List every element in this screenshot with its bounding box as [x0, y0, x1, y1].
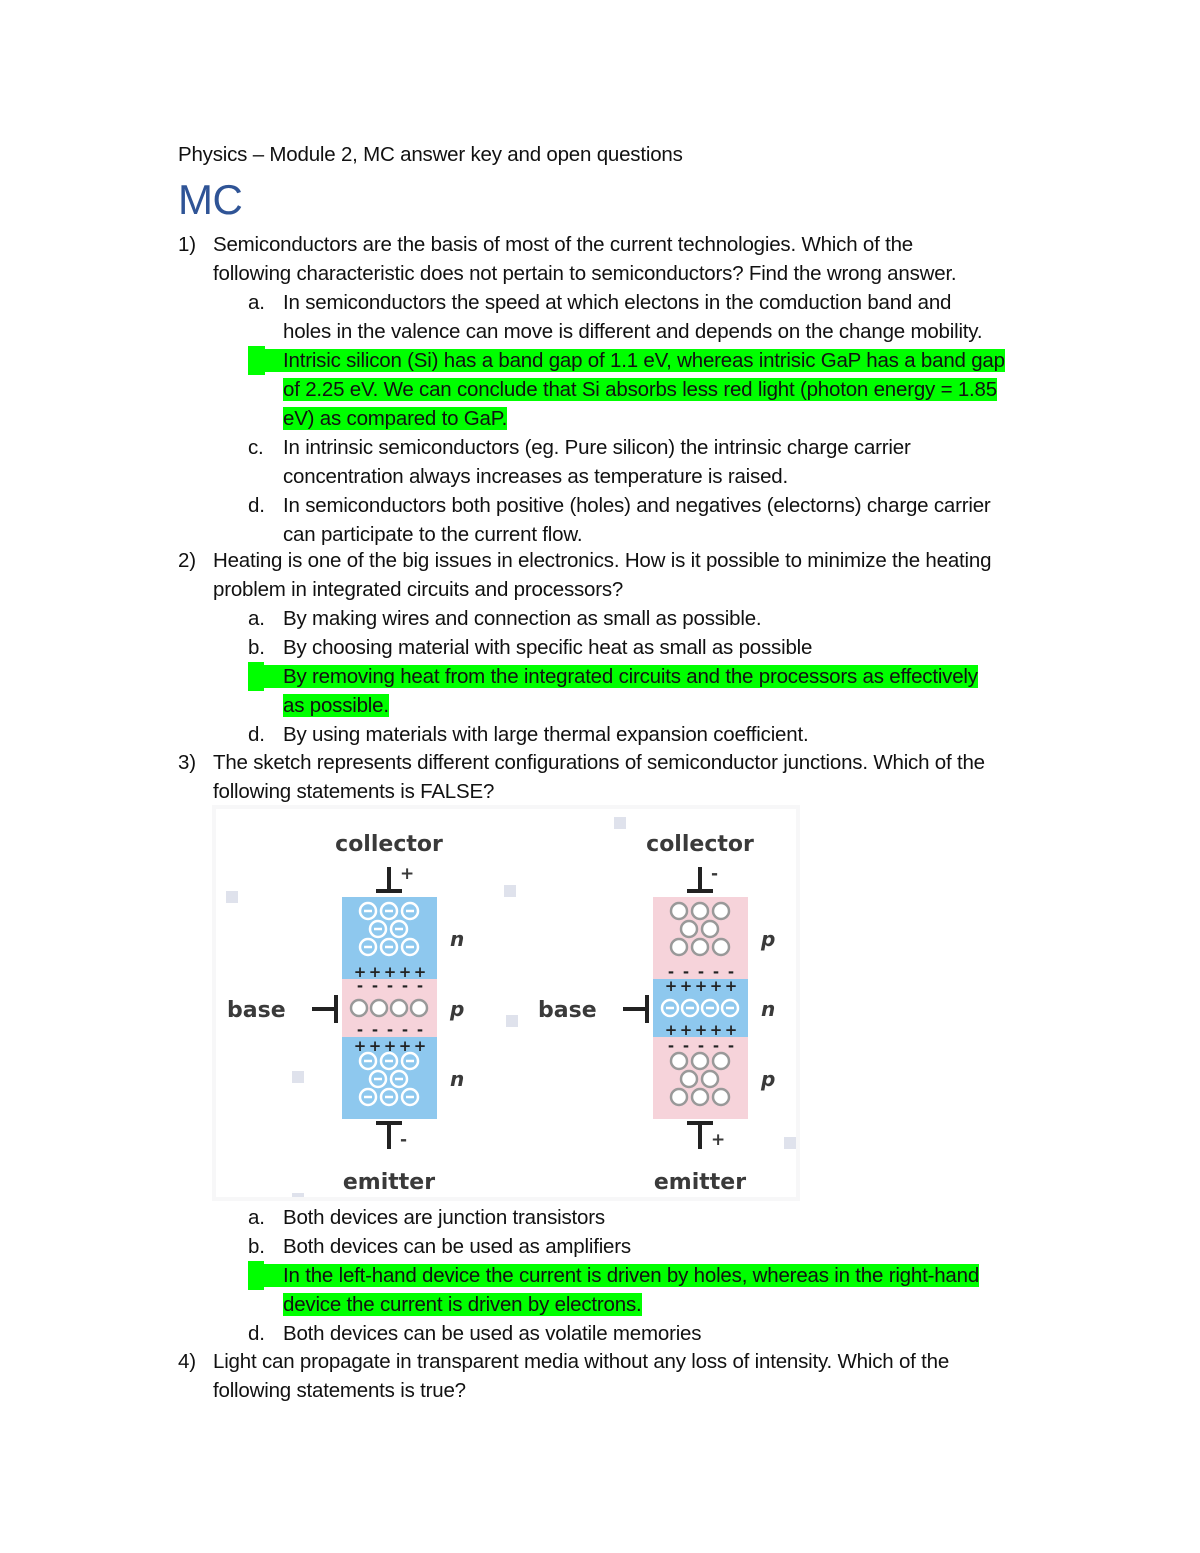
transistor-diagram [212, 805, 800, 1201]
depletion-charge: - [416, 977, 424, 995]
depletion-charge: + [709, 1021, 723, 1039]
option-text-line: Intrisic silicon (Si) has a band gap of 1.1 eV, whereas intrisic GaP has a band gap [248, 349, 1005, 372]
hole [702, 1071, 718, 1087]
option-label: a. [248, 291, 265, 314]
depletion-charge: - [727, 963, 735, 981]
depletion-charge: - [697, 963, 705, 981]
option-text-line: In semiconductors both positive (holes) and negatives (electorns) charge carrier [283, 494, 991, 517]
hole [713, 1053, 729, 1069]
emitter-polarity: + [711, 1130, 726, 1150]
hole [702, 921, 718, 937]
depletion-charge: - [682, 963, 690, 981]
depletion-charge: + [709, 977, 723, 995]
option-text-line: In semiconductors the speed at which electons in the comduction band and [283, 291, 952, 314]
option-text-line: concentration always increases as temperature is raised. [283, 465, 788, 488]
region-label-n: n [450, 927, 465, 951]
question-text-line: following characteristic does not pertain to semiconductors? Find the wrong answer. [213, 262, 957, 285]
question-text-line: The sketch represents different configurations of semiconductor junctions. Which of the [213, 751, 985, 774]
depletion-charge: - [667, 1037, 675, 1055]
option-text-line: of 2.25 eV. We can conclude that Si absorbs less red light (photon energy = 1.85 [283, 378, 997, 401]
hole [713, 903, 729, 919]
option-label: a. [248, 1206, 265, 1229]
collector-polarity: + [400, 864, 415, 884]
depletion-charge: + [664, 977, 678, 995]
hole [692, 1089, 708, 1105]
watermark-speck [226, 891, 238, 903]
option-text-line: Both devices can be used as volatile memories [283, 1322, 702, 1345]
option-text-line: eV) as compared to GaP. [283, 407, 508, 430]
transistor-svg [216, 809, 796, 1197]
watermark-speck [506, 1015, 518, 1027]
depletion-charge: + [353, 963, 367, 981]
depletion-charge: - [386, 1021, 394, 1039]
option-label: b. [248, 636, 265, 659]
depletion-charge: + [664, 1021, 678, 1039]
region-label-p: p [761, 927, 776, 951]
region-label-n: n [761, 997, 776, 1021]
question-number: 2) [178, 549, 196, 572]
option-text-line: In intrinsic semiconductors (eg. Pure silicon) the intrinsic charge carrier [283, 436, 911, 459]
depletion-charge: - [401, 977, 409, 995]
question-text-line: Heating is one of the big issues in electronics. How is it possible to minimize the heating [213, 549, 992, 572]
option-text-line: In the left-hand device the current is driven by holes, whereas in the right-hand [248, 1264, 979, 1287]
option-label: d. [248, 1322, 265, 1345]
depletion-charge: - [727, 1037, 735, 1055]
page-title: Physics – Module 2, MC answer key and open questions [178, 143, 683, 166]
hole [671, 1089, 687, 1105]
depletion-charge: + [679, 977, 693, 995]
option-text-line: By choosing material with specific heat as small as possible [283, 636, 813, 659]
option-text-line: device the current is driven by electrons. [283, 1293, 642, 1316]
option-label: c. [248, 436, 264, 459]
question-text-line: Light can propagate in transparent media without any loss of intensity. Which of the [213, 1350, 950, 1373]
depletion-charge: - [356, 977, 364, 995]
depletion-charge: + [413, 963, 427, 981]
depletion-charge: - [667, 963, 675, 981]
depletion-charge: + [368, 963, 382, 981]
hole [371, 1000, 387, 1016]
option-text-line: as possible. [283, 694, 389, 717]
question-text-line: Semiconductors are the basis of most of the current technologies. Which of the [213, 233, 913, 256]
depletion-charge: + [353, 1037, 367, 1055]
depletion-charge: - [682, 1037, 690, 1055]
question-number: 3) [178, 751, 196, 774]
watermark-speck [292, 1193, 304, 1197]
depletion-charge: - [712, 963, 720, 981]
depletion-charge: + [724, 1021, 738, 1039]
depletion-charge: + [413, 1037, 427, 1055]
question-text-line: following statements is FALSE? [213, 780, 495, 803]
depletion-charge: - [416, 1021, 424, 1039]
depletion-charge: - [386, 977, 394, 995]
hole [692, 903, 708, 919]
depletion-charge: - [371, 977, 379, 995]
option-text-line: By removing heat from the integrated circuits and the processors as effectively [248, 665, 978, 688]
hole [692, 939, 708, 955]
depletion-charge: - [697, 1037, 705, 1055]
watermark-speck [784, 1137, 796, 1149]
hole [351, 1000, 367, 1016]
watermark-speck [292, 1071, 304, 1083]
question-number: 1) [178, 233, 196, 256]
option-label: a. [248, 607, 265, 630]
option-text-line: By making wires and connection as small as possible. [283, 607, 762, 630]
depletion-charge: + [383, 963, 397, 981]
option-label: d. [248, 723, 265, 746]
hole [713, 1089, 729, 1105]
hole [671, 939, 687, 955]
depletion-charge: - [401, 1021, 409, 1039]
depletion-charge: - [712, 1037, 720, 1055]
hole [411, 1000, 427, 1016]
region-label-p: p [450, 997, 465, 1021]
option-label: d. [248, 494, 265, 517]
question-text-line: following statements is true? [213, 1379, 466, 1402]
depletion-charge: + [694, 1021, 708, 1039]
base-label: base [538, 998, 597, 1023]
option-text-line: Both devices are junction transistors [283, 1206, 605, 1229]
collector-polarity: - [711, 864, 719, 884]
hole [681, 921, 697, 937]
collector-label: collector [335, 832, 443, 857]
option-label: b. [248, 1235, 265, 1258]
watermark-speck [614, 817, 626, 829]
depletion-charge: + [694, 977, 708, 995]
depletion-charge: + [383, 1037, 397, 1055]
hole [671, 1053, 687, 1069]
question-text-line: problem in integrated circuits and processors? [213, 578, 624, 601]
option-text-line: By using materials with large thermal expansion coefficient. [283, 723, 809, 746]
hole [713, 939, 729, 955]
option-text-line: can participate to the current flow. [283, 523, 583, 546]
emitter-label: emitter [653, 1170, 747, 1195]
region-label-n: n [450, 1067, 465, 1091]
option-text-line: holes in the valence can move is different and depends on the change mobility. [283, 320, 983, 343]
hole [692, 1053, 708, 1069]
emitter-label: emitter [342, 1170, 436, 1195]
emitter-polarity: - [400, 1130, 408, 1150]
hole [681, 1071, 697, 1087]
question-number: 4) [178, 1350, 196, 1373]
depletion-charge: + [679, 1021, 693, 1039]
hole [391, 1000, 407, 1016]
depletion-charge: + [724, 977, 738, 995]
depletion-charge: + [398, 1037, 412, 1055]
depletion-charge: - [356, 1021, 364, 1039]
depletion-charge: + [368, 1037, 382, 1055]
hole [671, 903, 687, 919]
base-label: base [227, 998, 286, 1023]
region-label-p: p [761, 1067, 776, 1091]
option-text-line: Both devices can be used as amplifiers [283, 1235, 631, 1258]
section-heading: MC [178, 176, 243, 223]
watermark-speck [504, 885, 516, 897]
depletion-charge: - [371, 1021, 379, 1039]
depletion-charge: + [398, 963, 412, 981]
collector-label: collector [646, 832, 754, 857]
